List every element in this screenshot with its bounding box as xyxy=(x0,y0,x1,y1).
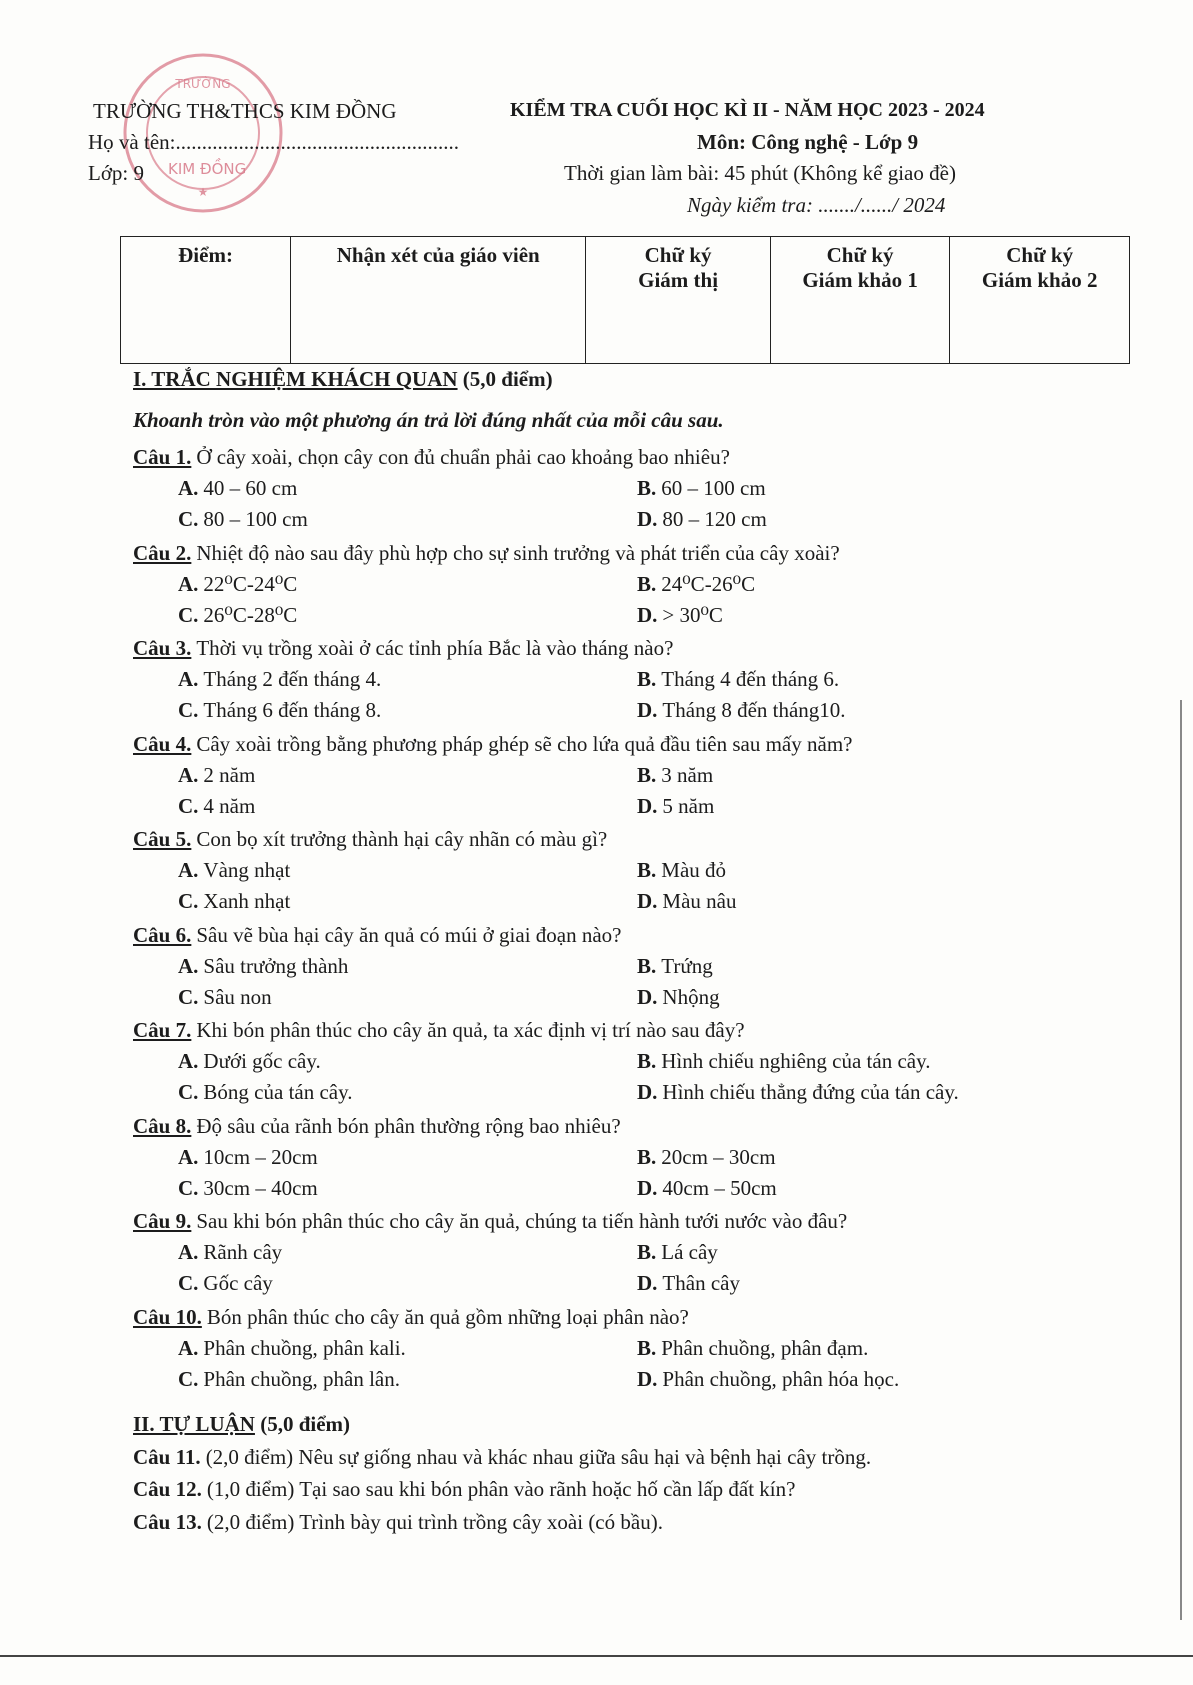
question-11 xyxy=(133,1445,871,1470)
option-text: 26⁰C-28⁰C xyxy=(203,603,298,627)
question-10 xyxy=(133,1305,689,1330)
answer-option-c[interactable] xyxy=(178,985,272,1010)
option-letter: C. xyxy=(178,1080,199,1104)
option-letter: C. xyxy=(178,985,199,1009)
comment-cell[interactable] xyxy=(291,237,586,364)
option-text: Gốc cây xyxy=(203,1271,273,1295)
question-13-number: Câu 13. xyxy=(133,1510,202,1534)
exam-title: KIỂM TRA CUỐI HỌC KÌ II - NĂM HỌC 2023 - 2024 xyxy=(510,99,985,121)
option-letter: C. xyxy=(178,1176,199,1200)
answer-option-d[interactable] xyxy=(637,794,714,819)
score-header: Điểm: xyxy=(178,243,233,267)
option-text: Sâu non xyxy=(203,985,272,1009)
option-letter: B. xyxy=(637,954,657,978)
examiner1-sig-l1: Chữ ký xyxy=(826,243,894,267)
stamp-top-text: TRƯỜNG xyxy=(175,77,231,91)
option-letter: A. xyxy=(178,858,199,882)
option-text: 20cm – 30cm xyxy=(661,1145,776,1169)
answer-option-a[interactable] xyxy=(178,858,290,883)
option-text: 10cm – 20cm xyxy=(203,1145,318,1169)
option-text: 60 – 100 cm xyxy=(661,476,766,500)
answer-option-a[interactable] xyxy=(178,476,297,501)
answer-option-b[interactable] xyxy=(637,1240,718,1265)
question-number: Câu 10. xyxy=(133,1305,202,1329)
answer-option-a[interactable] xyxy=(178,763,255,788)
question-12 xyxy=(133,1477,795,1502)
answer-option-a[interactable] xyxy=(178,1049,321,1074)
answer-option-b[interactable] xyxy=(637,763,713,788)
option-letter: D. xyxy=(637,1080,658,1104)
option-text: 80 – 100 cm xyxy=(203,507,308,531)
answer-option-b[interactable] xyxy=(637,1336,868,1361)
question-text: Sau khi bón phân thúc cho cây ăn quả, chúng ta tiến hành tưới nước vào đâu? xyxy=(196,1209,848,1233)
option-text: Trứng xyxy=(661,954,713,978)
page-right-edge xyxy=(1180,700,1182,1620)
option-letter: C. xyxy=(178,794,199,818)
option-text: Tháng 8 đến tháng10. xyxy=(662,698,846,722)
answer-option-b[interactable] xyxy=(637,954,713,979)
option-letter: A. xyxy=(178,1145,199,1169)
name-label-text: Họ và tên: xyxy=(88,130,176,154)
answer-option-d[interactable] xyxy=(637,507,767,532)
question-4 xyxy=(133,732,852,757)
question-number: Câu 7. xyxy=(133,1018,192,1042)
option-letter: A. xyxy=(178,1049,199,1073)
answer-option-b[interactable] xyxy=(637,1049,930,1074)
question-6 xyxy=(133,923,622,948)
answer-option-d[interactable] xyxy=(637,1080,959,1105)
question-text: Sâu vẽ bùa hại cây ăn quả có múi ở giai đoạn nào? xyxy=(196,923,622,947)
option-text: 4 năm xyxy=(203,794,256,818)
part1-title: I. TRẮC NGHIỆM KHÁCH QUAN xyxy=(133,367,458,391)
option-letter: A. xyxy=(178,572,199,596)
option-text: Tháng 4 đến tháng 6. xyxy=(661,667,840,691)
answer-option-a[interactable] xyxy=(178,667,381,692)
option-letter: D. xyxy=(637,1271,658,1295)
option-letter: A. xyxy=(178,667,199,691)
question-number: Câu 6. xyxy=(133,923,192,947)
svg-text:★: ★ xyxy=(197,185,209,199)
answer-option-d[interactable] xyxy=(637,1367,899,1392)
option-letter: C. xyxy=(178,1271,199,1295)
option-letter: C. xyxy=(178,507,199,531)
examiner2-signature-cell[interactable] xyxy=(950,237,1130,364)
option-text: 3 năm xyxy=(661,763,714,787)
question-8 xyxy=(133,1114,621,1139)
option-text: Màu nâu xyxy=(662,889,737,913)
answer-option-c[interactable] xyxy=(178,889,290,914)
option-letter: A. xyxy=(178,476,199,500)
answer-option-a[interactable] xyxy=(178,954,348,979)
proctor-sig-l1: Chữ ký xyxy=(644,243,712,267)
question-number: Câu 1. xyxy=(133,445,192,469)
answer-option-b[interactable] xyxy=(637,572,755,597)
part1-instruction: Khoanh tròn vào một phương án trả lời đúng nhất của mỗi câu sau. xyxy=(133,408,724,432)
option-text: 80 – 120 cm xyxy=(662,507,767,531)
answer-option-c[interactable] xyxy=(178,1080,353,1105)
question-11-text: (2,0 điểm) Nêu sự giống nhau và khác nhau giữa sâu hại và bệnh hại cây trồng. xyxy=(205,1445,872,1469)
question-text: Nhiệt độ nào sau đây phù hợp cho sự sinh trưởng và phát triển của cây xoài? xyxy=(196,541,840,565)
option-letter: A. xyxy=(178,1240,199,1264)
question-5 xyxy=(133,827,607,852)
option-letter: D. xyxy=(637,889,658,913)
proctor-signature-cell[interactable] xyxy=(586,237,770,364)
option-text: Phân chuồng, phân kali. xyxy=(203,1336,406,1360)
option-text: 24⁰C-26⁰C xyxy=(661,572,756,596)
proctor-sig-l2: Giám thị xyxy=(638,268,719,292)
question-12-number: Câu 12. xyxy=(133,1477,202,1501)
option-letter: B. xyxy=(637,858,657,882)
option-text: 40 – 60 cm xyxy=(203,476,298,500)
class-label: Lớp: 9 xyxy=(88,161,145,185)
option-letter: D. xyxy=(637,507,658,531)
option-text: Dưới gốc cây. xyxy=(203,1049,321,1073)
option-text: 22⁰C-24⁰C xyxy=(203,572,298,596)
option-letter: B. xyxy=(637,1049,657,1073)
score-cell[interactable] xyxy=(121,237,291,364)
answer-option-d[interactable] xyxy=(637,1176,777,1201)
answer-option-d[interactable] xyxy=(637,889,737,914)
examiner1-sig-l2: Giám khảo 1 xyxy=(802,268,918,292)
page-bottom-edge xyxy=(0,1655,1193,1657)
answer-option-c[interactable] xyxy=(178,1367,400,1392)
option-text: Tháng 6 đến tháng 8. xyxy=(203,698,382,722)
question-13 xyxy=(133,1510,663,1535)
option-letter: C. xyxy=(178,889,199,913)
answer-option-d[interactable] xyxy=(637,985,720,1010)
question-7 xyxy=(133,1018,745,1043)
option-text: Lá cây xyxy=(661,1240,718,1264)
question-text: Cây xoài trồng bằng phương pháp ghép sẽ cho lứa quả đầu tiên sau mấy năm? xyxy=(196,732,853,756)
option-text: Thân cây xyxy=(662,1271,740,1295)
answer-option-a[interactable] xyxy=(178,1145,318,1170)
question-11-number: Câu 11. xyxy=(133,1445,201,1469)
question-number: Câu 4. xyxy=(133,732,192,756)
examiner2-sig-l1: Chữ ký xyxy=(1006,243,1074,267)
question-9 xyxy=(133,1209,847,1234)
answer-option-a[interactable] xyxy=(178,1240,282,1265)
question-12-text: (1,0 điểm) Tại sao sau khi bón phân vào rãnh hoặc hố cần lấp đất kín? xyxy=(206,1477,796,1501)
question-1 xyxy=(133,445,730,470)
answer-option-c[interactable] xyxy=(178,603,297,628)
option-text: > 30⁰C xyxy=(662,603,723,627)
option-text: 2 năm xyxy=(203,763,256,787)
question-number: Câu 9. xyxy=(133,1209,192,1233)
subject-line: Môn: Công nghệ - Lớp 9 xyxy=(697,130,919,154)
option-letter: C. xyxy=(178,603,199,627)
question-number: Câu 3. xyxy=(133,636,192,660)
option-letter: A. xyxy=(178,763,199,787)
answer-option-d[interactable] xyxy=(637,698,846,723)
option-letter: B. xyxy=(637,667,657,691)
option-letter: D. xyxy=(637,1176,658,1200)
answer-option-a[interactable] xyxy=(178,572,297,597)
question-2 xyxy=(133,541,840,566)
option-text: Phân chuồng, phân hóa học. xyxy=(662,1367,900,1391)
comment-header: Nhận xét của giáo viên xyxy=(336,243,540,267)
answer-option-c[interactable] xyxy=(178,1176,318,1201)
answer-option-a[interactable] xyxy=(178,1336,406,1361)
answer-option-c[interactable] xyxy=(178,1271,273,1296)
option-text: Hình chiếu thẳng đứng của tán cây. xyxy=(662,1080,959,1104)
option-letter: D. xyxy=(637,603,658,627)
answer-option-b[interactable] xyxy=(637,667,839,692)
name-label xyxy=(88,130,459,155)
question-number: Câu 8. xyxy=(133,1114,192,1138)
part1-points: (5,0 điểm) xyxy=(462,367,553,391)
option-text: Hình chiếu nghiêng của tán cây. xyxy=(661,1049,931,1073)
examiner2-sig-l2: Giám khảo 2 xyxy=(981,268,1098,292)
option-text: Phân chuồng, phân đạm. xyxy=(661,1336,869,1360)
part2-title: II. TỰ LUẬN xyxy=(133,1412,255,1436)
answer-option-c[interactable] xyxy=(178,698,381,723)
option-text: 5 năm xyxy=(662,794,715,818)
answer-option-d[interactable] xyxy=(637,603,723,628)
option-text: Màu đỏ xyxy=(661,858,727,882)
option-letter: B. xyxy=(637,1145,657,1169)
name-field[interactable]: ...................................................... xyxy=(175,130,459,154)
part1-heading xyxy=(133,367,553,392)
option-letter: B. xyxy=(637,1336,657,1360)
answer-option-b[interactable] xyxy=(637,1145,776,1170)
option-text: Phân chuồng, phân lân. xyxy=(203,1367,400,1391)
option-text: Vàng nhạt xyxy=(203,858,291,882)
question-text: Thời vụ trồng xoài ở các tỉnh phía Bắc là vào tháng nào? xyxy=(196,636,674,660)
option-letter: D. xyxy=(637,698,658,722)
option-text: Nhộng xyxy=(662,985,720,1009)
question-text: Độ sâu của rãnh bón phân thường rộng bao nhiêu? xyxy=(196,1114,621,1138)
option-letter: A. xyxy=(178,954,199,978)
answer-option-b[interactable] xyxy=(637,476,766,501)
stamp-center-text: KIM ĐỒNG xyxy=(168,160,247,178)
option-text: 30cm – 40cm xyxy=(203,1176,318,1200)
question-13-text: (2,0 điểm) Trình bày qui trình trồng cây xoài (có bầu). xyxy=(206,1510,663,1534)
question-3 xyxy=(133,636,673,661)
exam-date: Ngày kiểm tra: ......./....../ 2024 xyxy=(687,193,946,217)
answer-option-c[interactable] xyxy=(178,794,255,819)
option-text: Rãnh cây xyxy=(203,1240,283,1264)
exam-time: Thời gian làm bài: 45 phút (Không kể giao đề) xyxy=(564,161,956,185)
examiner1-signature-cell[interactable] xyxy=(770,237,950,364)
option-letter: D. xyxy=(637,794,658,818)
option-letter: C. xyxy=(178,1367,199,1391)
question-text: Khi bón phân thúc cho cây ăn quả, ta xác định vị trí nào sau đây? xyxy=(196,1018,745,1042)
school-name: TRƯỜNG TH&THCS KIM ĐỒNG xyxy=(93,99,397,123)
option-letter: B. xyxy=(637,1240,657,1264)
option-letter: D. xyxy=(637,985,658,1009)
answer-option-d[interactable] xyxy=(637,1271,740,1296)
question-text: Bón phân thúc cho cây ăn quả gồm những loại phân nào? xyxy=(206,1305,689,1329)
option-letter: D. xyxy=(637,1367,658,1391)
option-text: 40cm – 50cm xyxy=(662,1176,777,1200)
option-letter: A. xyxy=(178,1336,199,1360)
option-text: Bóng của tán cây. xyxy=(203,1080,353,1104)
score-table xyxy=(120,236,1130,364)
option-letter: C. xyxy=(178,698,199,722)
answer-option-b[interactable] xyxy=(637,858,726,883)
answer-option-c[interactable] xyxy=(178,507,308,532)
option-letter: B. xyxy=(637,476,657,500)
part2-points: (5,0 điểm) xyxy=(260,1412,351,1436)
question-number: Câu 5. xyxy=(133,827,192,851)
question-number: Câu 2. xyxy=(133,541,192,565)
question-text: Con bọ xít trưởng thành hại cây nhãn có màu gì? xyxy=(196,827,608,851)
option-letter: B. xyxy=(637,763,657,787)
question-text: Ở cây xoài, chọn cây con đủ chuẩn phải cao khoảng bao nhiêu? xyxy=(196,445,730,469)
part2-heading xyxy=(133,1412,350,1437)
option-text: Sâu trưởng thành xyxy=(203,954,349,978)
option-text: Xanh nhạt xyxy=(203,889,291,913)
option-text: Tháng 2 đến tháng 4. xyxy=(203,667,382,691)
option-letter: B. xyxy=(637,572,657,596)
